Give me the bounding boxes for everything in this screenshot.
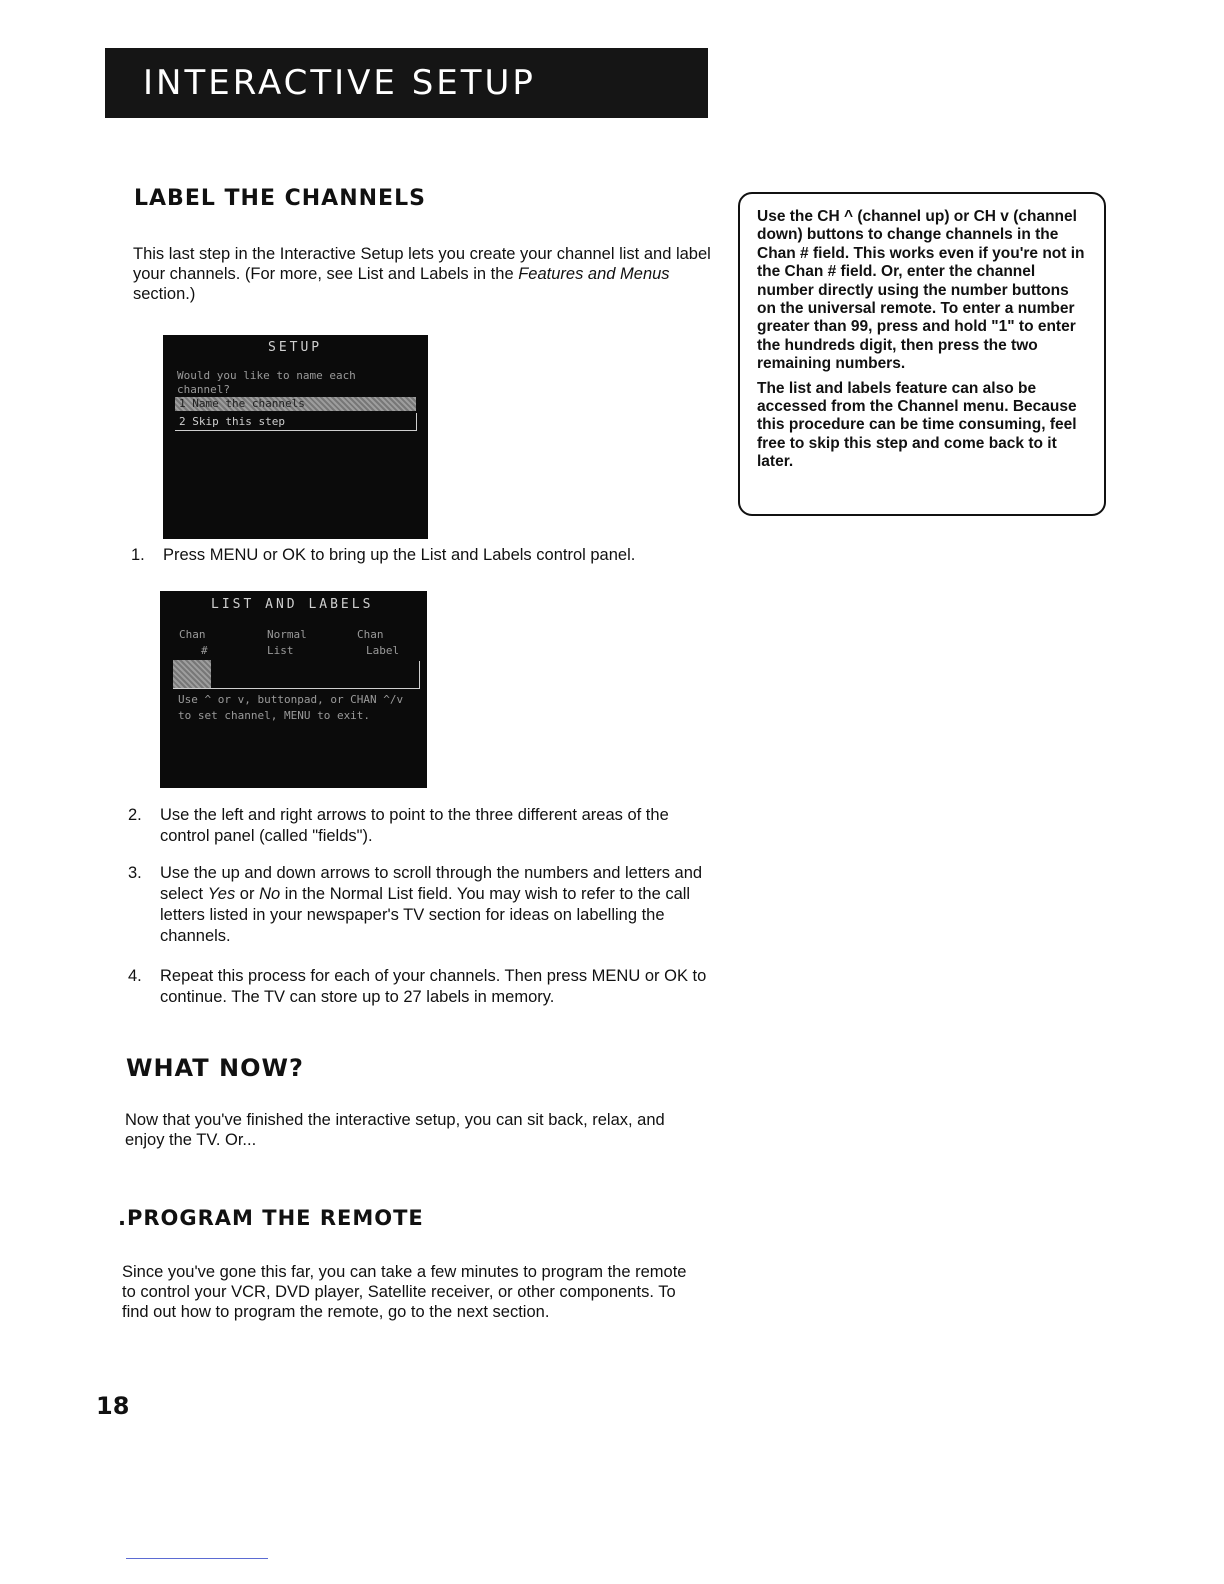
setup-option1: 1 Name the channels xyxy=(179,397,305,410)
setup-option2: 2 Skip this step xyxy=(179,415,285,428)
program-remote-text: Since you've gone this far, you can take a few minutes to program the remote to control your VCR, DVD player, Satellite receiver, or other components. To find out how to program the remote, go to the next section. xyxy=(122,1263,687,1321)
footer-rule xyxy=(126,1558,268,1559)
list-row-frame xyxy=(173,661,420,689)
list-labels-screen-image xyxy=(160,591,427,788)
intro-text-end: section.) xyxy=(133,285,196,303)
setup-option-frame xyxy=(175,413,417,431)
step-3-number: 3. xyxy=(128,864,142,882)
intro-italic-ref: Features and Menus xyxy=(518,265,670,283)
setup-screen-title: SETUP xyxy=(268,340,323,355)
step-3-no: No xyxy=(259,885,281,903)
label-channels-heading: LABEL THE CHANNELS xyxy=(134,186,426,211)
col-normal-list-line2: List xyxy=(267,644,294,657)
what-now-heading: WHAT NOW? xyxy=(126,1054,304,1082)
step-2-text: Use the left and right arrows to point to the three different areas of the control panel (called "fields"). xyxy=(160,806,669,845)
tip-paragraph-1: Use the CH ^ (channel up) or CH v (channel down) buttons to change channels in the Chan # field. This works even if you're not in the Chan # field. Or, enter the channel number directly using the number buttons on the universal remote. To enter a number greater than 99, press and hold "1" to enter the hundreds digit, then press the two remaining numbers. xyxy=(757,208,1085,373)
step-3-yes: Yes xyxy=(207,885,236,903)
list-help-line1: Use ^ or v, buttonpad, or CHAN ^/v xyxy=(178,693,404,706)
setup-question-line2: channel? xyxy=(177,383,230,396)
page-number: 18 xyxy=(96,1392,130,1420)
step-3-text-b: in the Normal List field. You may wish to refer to the call letters listed in your newspaper's TV section for ideas on labelling the channels. xyxy=(160,885,691,945)
program-remote-heading: .PROGRAM THE REMOTE xyxy=(118,1206,424,1230)
step-4 xyxy=(128,966,728,1010)
label-channels-intro xyxy=(133,244,713,304)
step-3-or: or xyxy=(235,885,260,903)
setup-question-line1: Would you like to name each xyxy=(177,369,356,382)
section-header xyxy=(105,48,708,118)
col-chan-label-line1: Chan xyxy=(357,628,384,641)
col-normal-list-line1: Normal xyxy=(267,628,307,641)
step-4-text: Repeat this process for each of your channels. Then press MENU or OK to continue. The TV can store up to 27 labels in memory. xyxy=(160,967,707,1006)
what-now-text: Now that you've finished the interactive setup, you can sit back, relax, and enjoy the TV. Or... xyxy=(125,1111,665,1149)
step-1-text: Press MENU or OK to bring up the List and Labels control panel. xyxy=(163,546,636,564)
step-1 xyxy=(131,545,731,567)
step-4-number: 4. xyxy=(128,967,142,985)
step-3 xyxy=(128,863,728,951)
intro-text: This last step in the Interactive Setup lets you create your channel list and label your channels. (For more, see List and Labels in the xyxy=(133,245,711,283)
step-3-text xyxy=(160,863,720,947)
col-chan-label-line2: Label xyxy=(366,644,400,657)
setup-option-highlight xyxy=(175,397,416,411)
list-help-line2: to set channel, MENU to exit. xyxy=(178,709,371,722)
tip-box xyxy=(738,192,1106,516)
step-2 xyxy=(128,805,728,849)
setup-screen-image xyxy=(163,335,428,539)
col-chan-num-line2: # xyxy=(201,644,208,657)
section-header-title: INTERACTIVE SETUP xyxy=(143,63,536,103)
step-2-number: 2. xyxy=(128,806,142,824)
tip-paragraph-2: The list and labels feature can also be accessed from the Channel menu. Because this procedure can be time consuming, feel free to skip this step and come back to it later. xyxy=(757,379,1077,471)
col-chan-num-line1: Chan xyxy=(179,628,206,641)
step-3-text-a: Use the up and down arrows to scroll through the numbers and letters and select xyxy=(160,864,703,903)
step-1-number: 1. xyxy=(131,546,145,564)
list-labels-title: LIST AND LABELS xyxy=(211,597,374,612)
